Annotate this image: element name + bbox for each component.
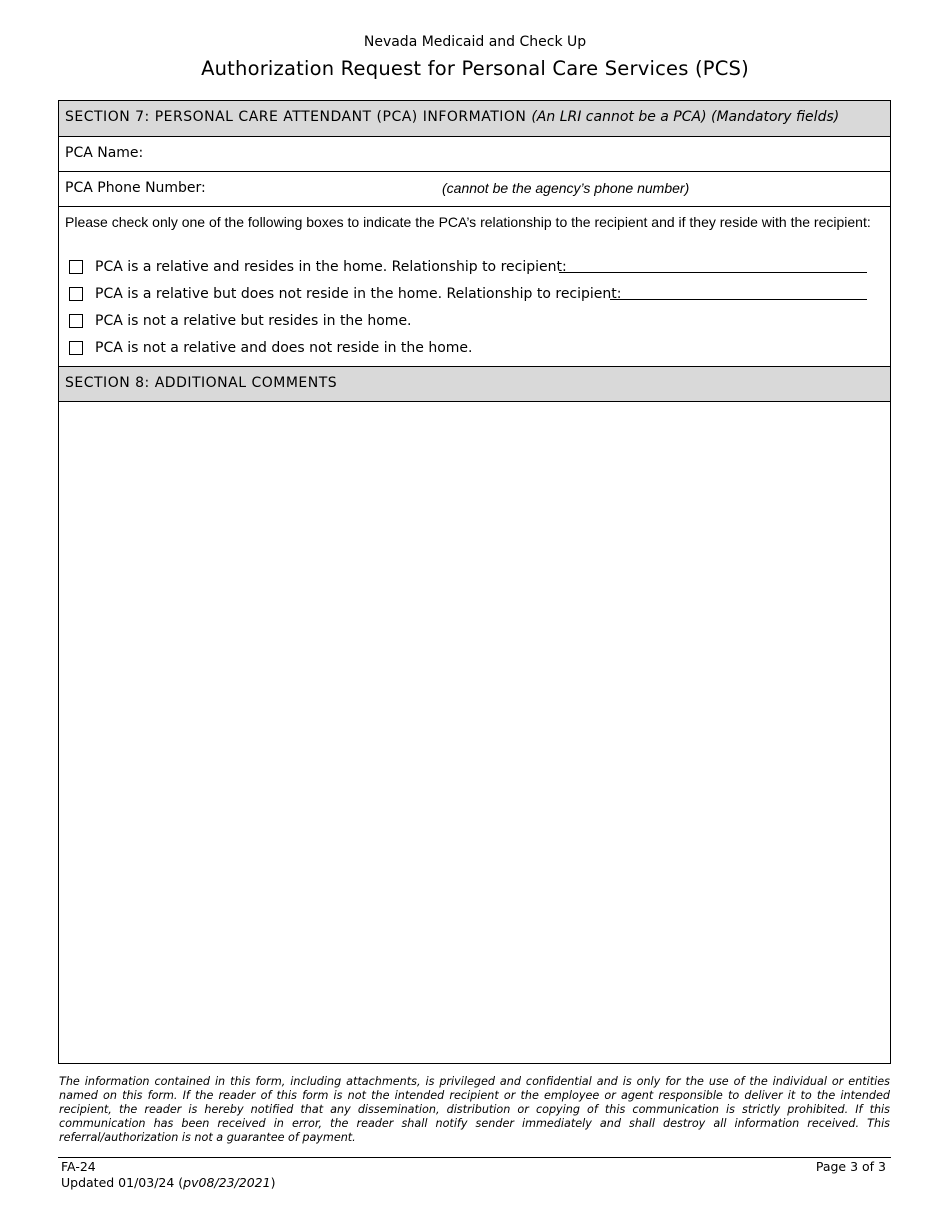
- option-label: PCA is a relative and resides in the home. Relationship to recipient:: [95, 259, 567, 275]
- confidentiality-disclaimer: The information contained in this form, including attachments, is privileged and confidential and is only for the use of the individual or entities named on this form. If the reader of this form is not the intended recipient or the employee or agent responsible to deliver it to the intended recipient, the reader is hereby notified that any dissemination, distribution or copying of this communication is strictly prohibited. If this communication has been received in error, the reader shall notify sender immediately and shall destroy all information received. This referral/authorization is not a guarantee of payment.: [59, 1075, 890, 1144]
- option-label: PCA is not a relative but resides in the home.: [95, 313, 412, 329]
- section-7-note: (An LRI cannot be a PCA) (Mandatory fields): [531, 109, 840, 125]
- option-relative-resides[interactable]: [69, 259, 869, 275]
- option-label: PCA is not a relative and does not reside in the home.: [95, 340, 473, 356]
- checkbox-relative-not-resides[interactable]: [69, 287, 83, 301]
- updated-text: Updated 01/03/24 (: [61, 1175, 184, 1190]
- relationship-line-1[interactable]: [559, 272, 867, 273]
- relationship-line-2[interactable]: [610, 299, 867, 300]
- section-7-title: SECTION 7: PERSONAL CARE ATTENDANT (PCA) INFORMATION: [65, 109, 527, 125]
- pca-phone-row: [59, 172, 890, 207]
- updated-date: [61, 1175, 275, 1190]
- updated-close: ): [270, 1175, 276, 1190]
- section-7-header: [59, 101, 890, 137]
- checkbox-relative-resides[interactable]: [69, 260, 83, 274]
- pca-phone-label: PCA Phone Number:: [65, 180, 206, 196]
- relationship-instruction: Please check only one of the following boxes to indicate the PCA’s relationship to the recipient and if they reside with the recipient:: [65, 214, 871, 230]
- section-8-title: SECTION 8: ADDITIONAL COMMENTS: [65, 375, 338, 391]
- checkbox-not-relative-not-resides[interactable]: [69, 341, 83, 355]
- additional-comments-area[interactable]: [59, 402, 890, 1063]
- pca-name-label: PCA Name:: [65, 145, 144, 161]
- form-title: Authorization Request for Personal Care Services (PCS): [201, 57, 749, 80]
- option-not-relative-resides[interactable]: [69, 313, 569, 329]
- page-number: Page 3 of 3: [815, 1159, 886, 1174]
- option-not-relative-not-resides[interactable]: [69, 340, 569, 356]
- footer-divider: [58, 1157, 891, 1158]
- pca-phone-note: (cannot be the agency’s phone number): [442, 180, 690, 196]
- option-relative-not-resides[interactable]: [69, 286, 869, 302]
- organization-name: Nevada Medicaid and Check Up: [363, 34, 587, 50]
- option-label: PCA is a relative but does not reside in the home. Relationship to recipient:: [95, 286, 622, 302]
- version-text: pv08/23/2021: [183, 1175, 271, 1190]
- form-body: [58, 100, 891, 1064]
- checkbox-not-relative-resides[interactable]: [69, 314, 83, 328]
- section-8-header: [59, 367, 890, 402]
- pca-name-row: [59, 137, 890, 172]
- form-id: FA-24: [61, 1159, 96, 1174]
- pca-relationship-block: [59, 207, 890, 367]
